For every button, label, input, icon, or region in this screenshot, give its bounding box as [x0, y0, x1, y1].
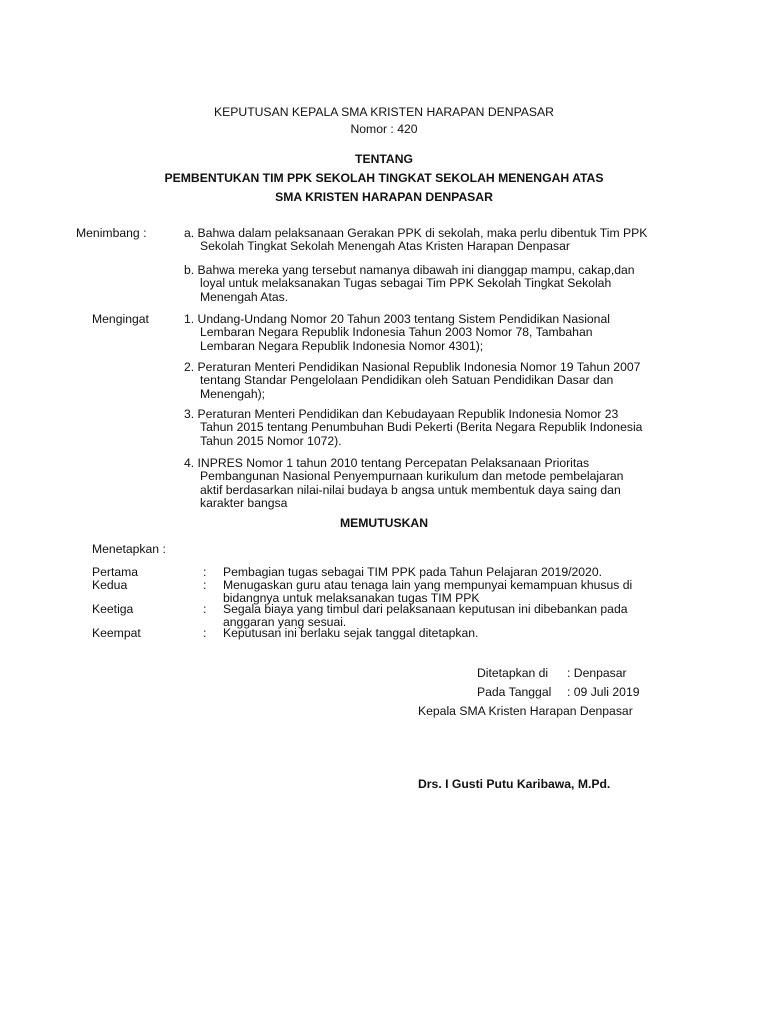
pertama-colon: :	[203, 565, 207, 579]
keempat-text: Keputusan ini berlaku sejak tanggal ditetapkan.	[223, 626, 479, 640]
mengingat-4-line-4: karakter bangsa	[200, 496, 288, 511]
kedua-colon: :	[203, 578, 207, 592]
kedua-line-1: Menugaskan guru atau tenaga lain yang mempunyai kemampuan khusus di	[223, 578, 633, 592]
keetiga-label: Keetiga	[92, 602, 134, 616]
mengingat-item-1	[184, 313, 610, 353]
mengingat-item-3	[184, 408, 642, 448]
keempat-colon: :	[203, 626, 207, 640]
subject-line-2: SMA KRISTEN HARAPAN DENPASAR	[275, 190, 493, 204]
mengingat-3-line-3: Tahun 2015 Nomor 1072).	[200, 433, 342, 448]
mengingat-4-line-1: 4. INPRES Nomor 1 tahun 2010 tentang Percepatan Pelaksanaan Prioritas	[184, 456, 590, 470]
menimbang-b-line-2: loyal untuk melaksanakan Tugas sebagai Tim PPK Sekolah Tingkat Sekolah	[200, 276, 612, 291]
mengingat-item-2	[184, 361, 640, 401]
mengingat-item-4	[184, 457, 623, 511]
mengingat-2-line-2: tentang Standar Pengelolaan Pendidikan oleh Satuan Pendidikan Dasar dan	[200, 373, 614, 388]
signatory-name: Drs. I Gusti Putu Karibawa, M.Pd.	[418, 777, 611, 791]
mengingat-2-line-3: Menengah);	[200, 386, 266, 401]
kedua-line-2: bidangnya untuk melaksanakan tugas TIM PPK	[223, 591, 480, 606]
place-value: : Denpasar	[567, 666, 627, 680]
pertama-label: Pertama	[92, 565, 139, 579]
mengingat-4-line-3: aktif berdasarkan nilai-nilai budaya b angsa untuk membentuk daya saing dan	[200, 482, 621, 497]
keetiga-line-2: anggaran yang sesuai.	[223, 615, 347, 630]
signatory-position: Kepala SMA Kristen Harapan Denpasar	[418, 704, 633, 718]
mengingat-label: Mengingat	[92, 312, 149, 326]
mengingat-1-line-3: Lembaran Negara Republik Indonesia Nomor 4301);	[200, 338, 484, 353]
menimbang-a-line-1: a. Bahwa dalam pelaksanaan Gerakan PPK di sekolah, maka perlu dibentuk Tim PPK	[184, 226, 648, 240]
mengingat-1-line-2: Lembaran Negara Republik Indonesia Tahun 2003 Nomor 78, Tambahan	[200, 325, 593, 340]
menetapkan-label: Menetapkan :	[92, 542, 166, 556]
tentang-heading: TENTANG	[355, 152, 413, 166]
mengingat-4-line-2: Pembangunan Nasional Penyempurnaan kurikulum dan metode pembelajaran	[200, 469, 624, 484]
date-value: : 09 Juli 2019	[567, 685, 640, 699]
menimbang-b-line-1: b. Bahwa mereka yang tersebut namanya dibawah ini dianggap mampu, cakap,dan	[184, 263, 635, 277]
document-title: KEPUTUSAN KEPALA SMA KRISTEN HARAPAN DENPASAR	[214, 105, 554, 119]
keempat-label: Keempat	[92, 626, 141, 640]
subject-line-1: PEMBENTUKAN TIM PPK SEKOLAH TINGKAT SEKOLAH MENENGAH ATAS	[164, 171, 604, 185]
kedua-label: Kedua	[92, 578, 128, 592]
memutuskan-heading: MEMUTUSKAN	[339, 516, 428, 530]
keetiga-colon: :	[203, 602, 207, 616]
menimbang-a-line-2: Sekolah Tingkat Sekolah Menengah Atas Kristen Harapan Denpasar	[200, 239, 570, 254]
pertama-text: Pembagian tugas sebagai TIM PPK pada Tahun Pelajaran 2019/2020.	[223, 565, 602, 579]
menimbang-b-line-3: Menengah Atas.	[200, 289, 289, 304]
mengingat-2-line-1: 2. Peraturan Menteri Pendidikan Nasional Republik Indonesia Nomor 19 Tahun 2007	[184, 360, 641, 374]
date-label: Pada Tanggal	[477, 685, 552, 699]
menimbang-label: Menimbang :	[76, 226, 147, 240]
place-label: Ditetapkan di	[477, 666, 549, 680]
keetiga-line-1: Segala biaya yang timbul dari pelaksanaan keputusan ini dibebankan pada	[223, 602, 628, 616]
mengingat-1-line-1: 1. Undang-Undang Nomor 20 Tahun 2003 tentang Sistem Pendidikan Nasional	[184, 312, 610, 326]
menimbang-item-a	[184, 227, 647, 254]
document-number: Nomor : 420	[350, 122, 418, 136]
menimbang-item-b	[184, 264, 635, 304]
mengingat-3-line-1: 3. Peraturan Menteri Pendidikan dan Kebudayaan Republik Indonesia Nomor 23	[184, 407, 619, 421]
mengingat-3-line-2: Tahun 2015 tentang Penumbuhan Budi Pekerti (Berita Negara Republik Indonesia	[200, 420, 643, 435]
